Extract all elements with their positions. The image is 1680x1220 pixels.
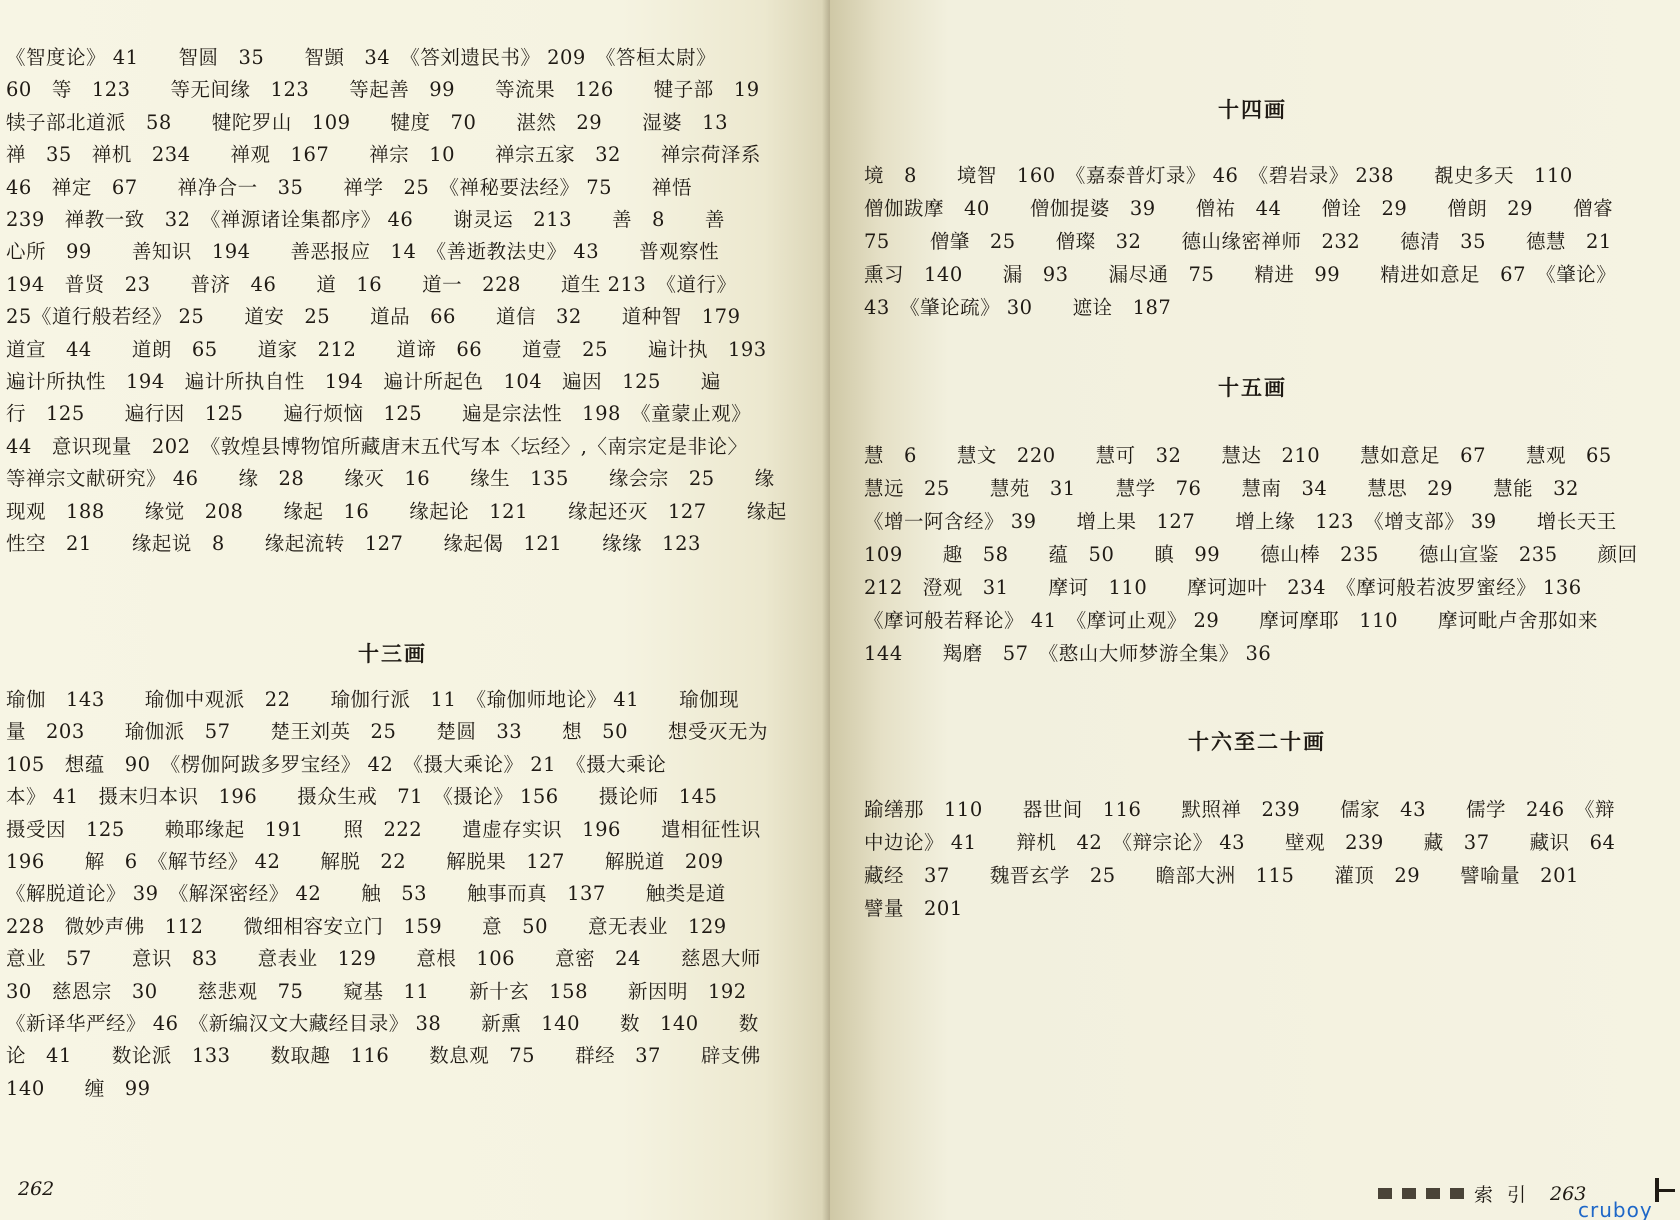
index-line: 140 缠 99 [6,1076,151,1100]
index-line: 194 普贤 23 普济 46 道 16 道一 228 道生 213 《道行》 [6,272,737,296]
index-line: 等禅宗文献研究》 46 缘 28 缘灭 16 缘生 135 缘会宗 25 缘 [6,467,775,491]
index-line: 摄受因 125 赖耶缘起 191 照 222 遣虚存实识 196 遣相征性识 [6,817,761,841]
index-line: 196 解 6 《解节经》 42 解脱 22 解脱果 127 解脱道 209 [6,850,724,873]
index-line: 现观 188 缘觉 208 缘起 16 缘起论 121 缘起还灭 127 缘起 [6,499,787,523]
section-title-13-strokes: 十三画 [358,641,427,666]
index-line: 性空 21 缘起说 8 缘起流转 127 缘起偈 121 缘缘 123 [6,532,701,555]
index-line: 禅 35 禅机 234 禅观 167 禅宗 10 禅宗五家 32 禅宗荷泽系 [6,143,761,167]
index-line: 意业 57 意识 83 意表业 129 意根 106 意密 24 慈恩大师 [6,947,761,971]
index-line: 212 澄观 31 摩诃 110 摩诃迦叶 234 《摩诃般若波罗蜜经》 136 [864,576,1582,599]
index-line: 本》 41 摄末归本识 196 摄众生戒 71 《摄论》 156 摄论师 145 [6,785,718,809]
index-line: 瑜伽 143 瑜伽中观派 22 瑜伽行派 11 《瑜伽师地论》 41 瑜伽现 [6,688,740,711]
index-line: 心所 99 善知识 194 善恶报应 14 《善逝教法史》 43 普观察性 [6,240,720,264]
footer-ornament-block [1426,1188,1440,1199]
index-line: 譬量 201 [864,897,963,920]
index-line: 44 意识现量 202 《敦煌县博物馆所藏唐末五代写本〈坛经〉,〈南宗定是非论〉 [6,434,748,458]
section-title-14-strokes: 十四画 [1218,97,1287,122]
index-line: 熏习 140 漏 93 漏尽通 75 精进 99 精进如意足 67 《肇论》 [864,263,1617,286]
footer-section-label: 索引 [1474,1184,1541,1206]
page-number-right: 263 [1550,1182,1587,1205]
index-line: 《摩诃般若释论》 41 《摩诃止观》 29 摩诃摩耶 110 摩诃毗卢舍那如来 [864,609,1598,632]
index-line: 中边论》 41 辩机 42 《辩宗论》 43 壁观 239 藏 37 藏识 64 [864,831,1616,854]
index-line: 60 等 123 等无间缘 123 等起善 99 等流果 126 犍子部 19 [6,78,760,102]
index-line: 30 慈恩宗 30 慈悲观 75 窥基 11 新十玄 158 新因明 192 [6,979,747,1003]
index-line: 144 羯磨 57 《憨山大师梦游全集》 36 [864,642,1272,665]
index-line: 105 想蕴 90 《楞伽阿跋多罗宝经》 42 《摄大乘论》 21 《摄大乘论 [6,752,667,776]
page-number-left: 262 [18,1178,55,1200]
index-line: 《智度论》 41 智圆 35 智顗 34 《答刘遗民书》 209 《答桓太尉》 [6,46,717,69]
footer-ornament-block [1378,1188,1392,1199]
index-line: 《解脱道论》 39 《解深密经》 42 触 53 触事而真 137 触类是道 [6,882,726,906]
index-line: 踰缮那 110 器世间 116 默照禅 239 儒家 43 儒学 246 《辩 [864,798,1615,821]
index-line: 239 禅教一致 32 《禅源诸诠集都序》 46 谢灵运 213 善 8 善 [6,208,725,231]
index-line: 僧伽跋摩 40 僧伽提婆 39 僧祐 44 僧诠 29 僧朗 29 僧睿 [864,197,1614,220]
index-line: 犊子部北道派 58 犍陀罗山 109 犍度 70 湛然 29 湿婆 13 [6,110,728,134]
index-line: 藏经 37 魏晋玄学 25 瞻部大洲 115 灌顶 29 譬喻量 201 [864,864,1579,887]
index-line: 道宣 44 道朗 65 道家 212 道谛 66 道壹 25 遍计执 193 [6,337,767,361]
index-line: 论 41 数论派 133 数取趣 116 数息观 75 群经 37 辟支佛 [6,1044,761,1068]
index-line: 109 趣 58 蕴 50 瞋 99 德山棒 235 德山宣鉴 235 颜回 [864,543,1638,566]
left-page [0,0,830,1220]
index-line: 46 禅定 67 禅净合一 35 禅学 25 《禅秘要法经》 75 禅悟 [6,175,693,199]
section-title-15-strokes: 十五画 [1218,375,1287,400]
watermark-text: cruboy [1578,1198,1653,1220]
footer-ornament-block [1402,1188,1416,1199]
index-line: 《新译华严经》 46 《新编汉文大藏经目录》 38 新熏 140 数 140 数 [6,1012,759,1035]
index-line: 遍计所执性 194 遍计所执自性 194 遍计所起色 104 遍因 125 遍 [6,370,721,393]
index-line: 慧 6 慧文 220 慧可 32 慧达 210 慧如意足 67 慧观 65 [864,444,1612,467]
index-line: 25《道行般若经》 25 道安 25 道品 66 道信 32 道种智 179 [6,305,741,329]
right-footer [1378,1180,1586,1207]
index-line: 228 微妙声佛 112 微细相容安立门 159 意 50 意无表业 129 [6,914,727,938]
index-line: 量 203 瑜伽派 57 楚王刘英 25 楚圆 33 想 50 想受灭无为 [6,720,768,744]
index-line: 行 125 遍行因 125 遍行烦恼 125 遍是宗法性 198 《童蒙止观》 [6,402,752,426]
index-line: 《增一阿含经》 39 增上果 127 增上缘 123 《增支部》 39 增长天王 [864,510,1617,533]
footer-tick [1659,1189,1675,1192]
index-line: 75 僧肇 25 僧璨 32 德山缘密禅师 232 德清 35 德慧 21 [864,230,1612,253]
footer-ornament-block [1450,1188,1464,1199]
index-line: 43 《肇论疏》 30 遮诠 187 [864,296,1172,319]
index-line: 境 8 境智 160 《嘉泰普灯录》 46 《碧岩录》 238 覩史多天 110 [864,164,1573,187]
section-title-16-20-strokes: 十六至二十画 [1188,729,1326,754]
index-line: 慧远 25 慧苑 31 慧学 76 慧南 34 慧思 29 慧能 32 [864,477,1579,500]
